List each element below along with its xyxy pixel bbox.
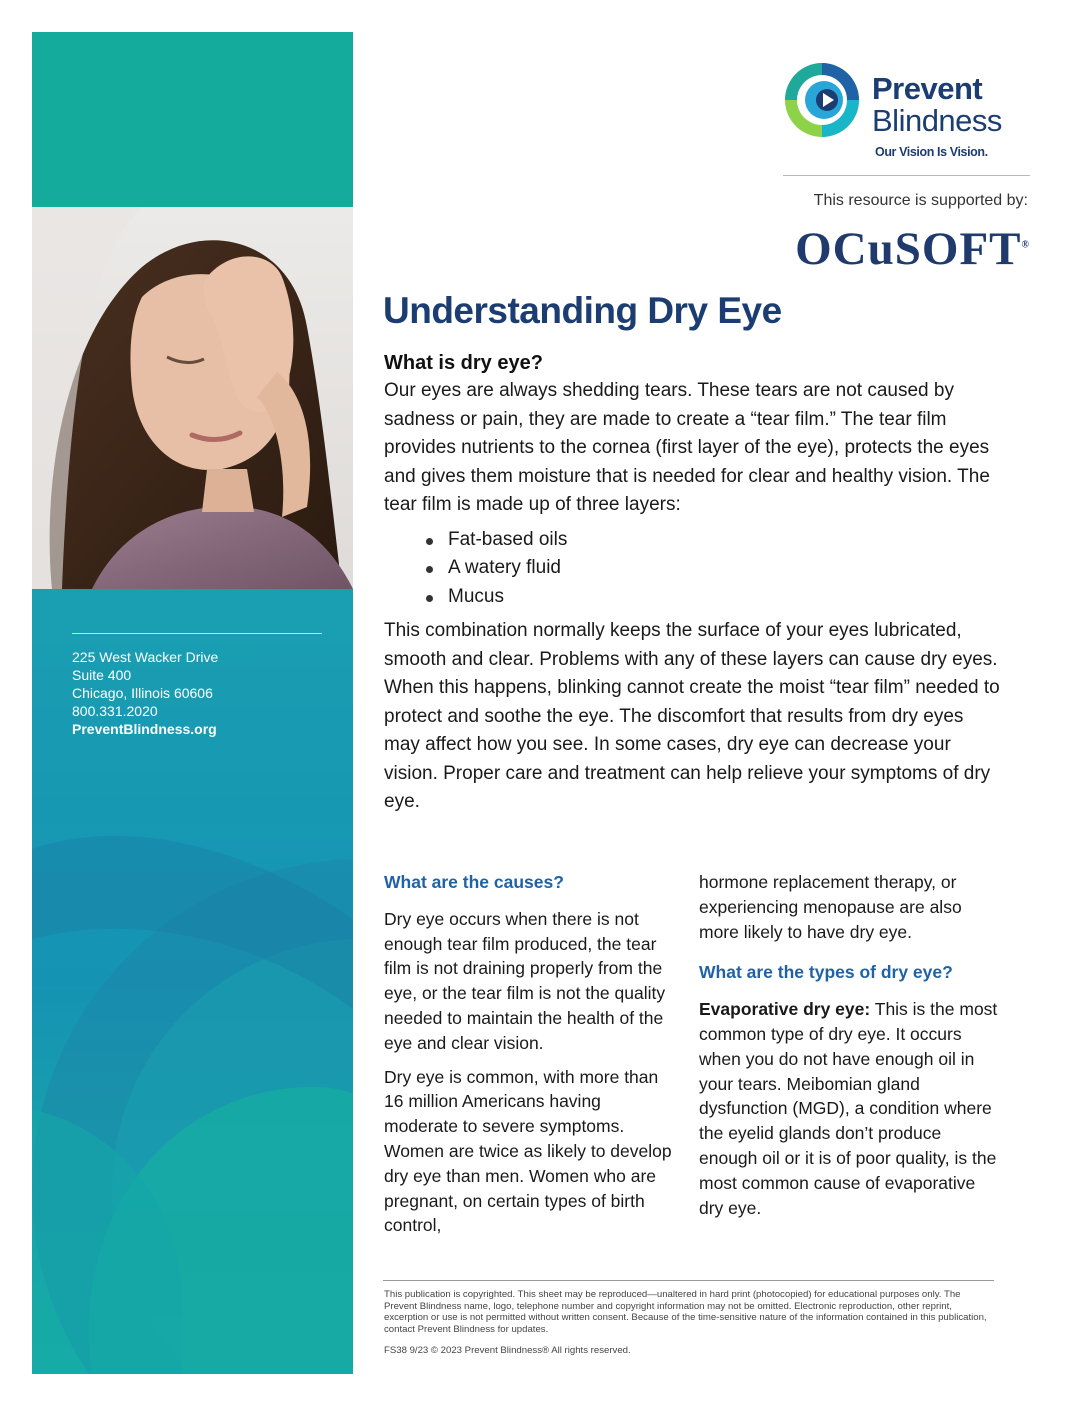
logo-word-prevent: Prevent	[872, 71, 983, 106]
registered-mark: ®	[1021, 239, 1030, 251]
sponsor-intro: This resource is supported by:	[813, 192, 1028, 209]
intro-paragraph: This combination normally keeps the surface of your eyes lubricated, smooth and clear. Problems with any of these layers can cause dry eyes. When this happens, blinking cannot create the moist “tear film” needed to protect and soothe the eye. The discomfort that results from dry eyes may affect how you see. In some cases, dry eye can decrease your vision. Proper care and treatment can help relieve your symptoms of dry eye.	[384, 620, 1000, 812]
list-item: A watery fluid	[448, 554, 1004, 583]
evaporative-label: Evaporative dry eye:	[699, 999, 871, 1020]
sponsor-name: OCuSOFT	[795, 223, 1022, 275]
section-heading-causes: What are the causes?	[384, 872, 564, 892]
evaporative-paragraph	[699, 997, 999, 1220]
website-link[interactable]: PreventBlindness.org	[72, 721, 217, 737]
causes-paragraph: Dry eye occurs when there is not enough tear film produced, the tear film is not draining properly from the eye, or the tear film is not the quality needed to maintain the health of the eye and clear vision.	[384, 908, 666, 1053]
sponsor-logo	[760, 222, 1030, 276]
causes-continued-paragraph: hormone replacement therapy, or experiencing menopause are also more likely to have dry eye.	[699, 872, 962, 942]
types-column	[699, 870, 999, 1229]
sidebar-color-band	[32, 32, 353, 207]
address-line: Chicago, Illinois 60606	[72, 685, 213, 701]
evaporative-text: This is the most common type of dry eye. It occurs when you do not have enough oil in your tears. Meibomian gland dysfunction (MGD), a condition where the eyelid glands don’t produce enough oil or it is of poor quality, is the most common cause of evaporative dry eye.	[699, 999, 998, 1218]
logo-tagline: Our Vision Is Vision.	[875, 145, 988, 159]
prevent-blindness-logo	[780, 62, 1030, 162]
logo-divider	[783, 175, 1030, 176]
footer-divider	[383, 1280, 994, 1281]
sidebar-decorative-panel	[32, 589, 353, 1374]
sidebar	[32, 32, 353, 1374]
page-title: Understanding Dry Eye	[383, 290, 782, 331]
section-heading-types: What are the types of dry eye?	[699, 962, 953, 983]
publication-code: FS38 9/23 © 2023 Prevent Blindness® All rights reserved.	[384, 1345, 631, 1356]
tear-film-layers-list	[384, 526, 1004, 612]
address-line: 225 West Wacker Drive	[72, 649, 219, 665]
address-line: Suite 400	[72, 667, 132, 683]
contact-divider	[72, 633, 322, 634]
contact-block	[72, 633, 322, 738]
footer	[384, 1289, 996, 1357]
causes-column	[384, 870, 679, 1247]
causes-paragraph: Dry eye is common, with more than 16 million Americans having moderate to severe symptoms. Women are twice as likely to develop dry eye than men. Women who are pregnant, on certain types of birth control,	[384, 1066, 672, 1236]
phone-number: 800.331.2020	[72, 703, 158, 719]
eye-logo-icon	[785, 63, 859, 137]
list-item: Mucus	[448, 583, 1004, 612]
section-heading-what-is: What is dry eye?	[384, 352, 543, 374]
list-item: Fat-based oils	[448, 526, 1004, 555]
logo-word-blindness: Blindness	[872, 103, 1002, 138]
intro-section	[384, 352, 1004, 817]
copyright-notice: This publication is copyrighted. This sheet may be reproduced—unaltered in hard print (photocopied) for educational purposes only. The Prevent Blindness name, logo, telephone number and copyright information may not be omitted. Electronic reproduction, other reprint, excerption or use is not permitted without written consent. Because of the time-sensitive nature of the information contained in this publication, contact Prevent Blindness for updates.	[384, 1289, 987, 1335]
woman-rubbing-eye-photo	[32, 207, 353, 589]
intro-paragraph: Our eyes are always shedding tears. These tears are not caused by sadness or pain, they are made to create a “tear film.” The tear film provides nutrients to the cornea (first layer of the eye), protects the eyes and gives them moisture that is needed for clear and healthy vision. The tear film is made up of three layers:	[384, 380, 990, 515]
